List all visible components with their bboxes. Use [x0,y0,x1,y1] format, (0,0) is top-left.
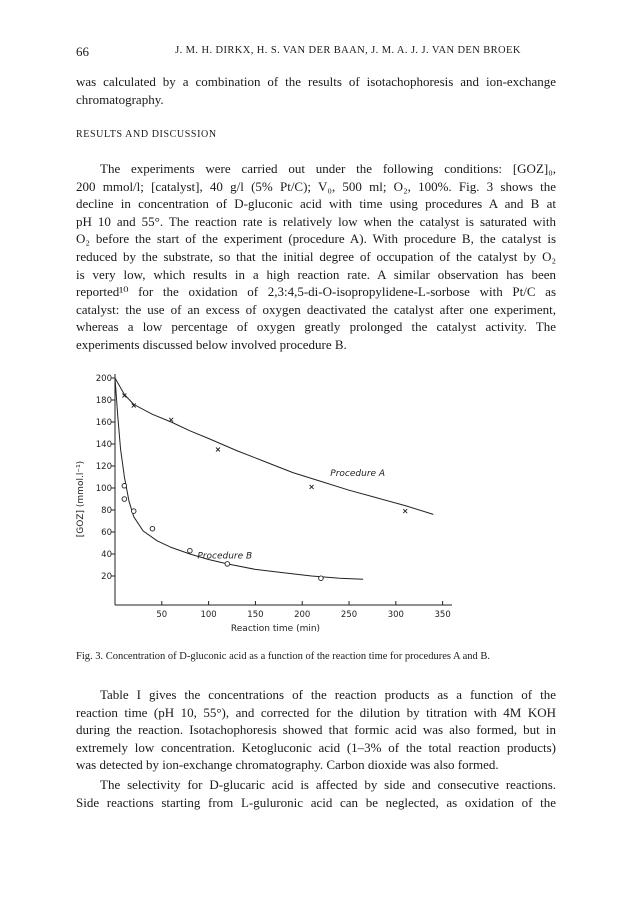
y-tick-label: 160 [95,418,112,428]
text-line: during the reaction. Isotachophoresis showed that formic acid was also formed, but in [76,722,556,738]
series-label-procedure-a: Procedure A [330,468,386,479]
y-tick-label: 120 [95,462,112,472]
data-point-procedure-a [310,485,314,489]
y-tick-label: 100 [95,484,112,494]
text-line: The selectivity for D-glucaric acid is affected by side and consecutive reactions. [100,777,556,792]
y-tick-label: 140 [95,440,112,450]
text-line: chromatography. [76,91,164,107]
x-tick-label: 250 [340,610,358,620]
text-line: decline in concentration of D-gluconic acid with time using procedures A and B at [76,196,556,212]
chart-curves [115,378,433,579]
text-line: reduced by the substrate, so that the initial degree of occupation of the catalyst by O₂ [76,248,556,264]
data-point-procedure-a [403,509,407,513]
text-line: The experiments were carried out under the following conditions: [GOZ]₀, [100,161,556,176]
data-point-procedure-b [225,562,230,567]
data-point-procedure-b [188,548,193,553]
text-line: experiments discussed below involved procedure B. [76,336,347,352]
x-axis-label: Reaction time (min) [230,624,321,634]
figure-caption: Fig. 3. Concentration of D-gluconic acid as a function of the reaction time for procedures A and B. [76,651,491,662]
text-line: is very low, which results in a high reaction rate. A similar observation has been [76,266,556,282]
x-tick-label: 300 [387,610,404,620]
paragraph-table-products [76,686,556,774]
data-point-procedure-b [122,484,127,489]
page-number: 66 [76,44,89,59]
x-tick-label: 200 [294,610,311,620]
data-point-procedure-a [216,448,220,452]
data-point-procedure-a [169,418,173,422]
y-tick-label: 40 [101,550,112,560]
text-line: reaction time (pH 10, 55°), and corrected for the dilution by titration with 4M KOH [76,704,556,720]
y-tick-label: 60 [101,528,112,538]
x-tick-label: 100 [200,610,217,620]
text-line: was detected by ion-exchange chromatography. Carbon dioxide was also formed. [76,757,499,773]
text-line: Table I gives the concentrations of the reaction products as a function of the [100,687,556,702]
y-tick-label: 20 [101,572,112,582]
series-line-procedure-b [115,378,363,579]
paragraph-selectivity [76,776,556,811]
data-point-procedure-b [122,497,127,502]
x-tick-label: 350 [434,610,451,620]
x-tick-label: 50 [156,610,168,620]
text-line: Side reactions starting from L-guluronic acid can be neglected, as oxidation of the [76,794,556,810]
text-line: 200 mmol/l; [catalyst], 40 g/l (5% Pt/C); V₀, 500 ml; O₂, 100%. Fig. 3 shows the [76,178,556,194]
running-header-authors: J. M. H. DIRKX, H. S. VAN DER BAAN, J. M. A. J. J. VAN DEN BROEK [175,45,521,56]
text-line: reported¹⁰ for the oxidation of 2,3:4,5-di-O-isopropylidene-L-sorbose with Pt/C as [76,284,556,300]
y-tick-label: 200 [95,374,112,384]
y-tick-label: 80 [101,506,112,516]
series-line-procedure-a [115,378,433,514]
data-point-procedure-b [319,576,324,581]
text-line: pH 10 and 55°. The reaction rate is relatively low when the catalyst is saturated with [76,213,556,229]
text-line: O₂ before the start of the experiment (procedure A). With procedure B, the catalyst is [76,231,556,247]
text-line: catalyst: the use of an excess of oxygen deactivated the catalyst after one experiment, [76,301,556,317]
text-line: extremely low concentration. Ketogluconic acid (1–3% of the total reaction products) [76,739,556,755]
chart-axes [115,374,452,605]
data-point-procedure-b [150,526,155,531]
data-point-procedure-b [131,509,136,514]
series-label-procedure-b: Procedure B [197,551,253,562]
y-tick-label: 180 [95,396,112,406]
text-line: whereas a low percentage of oxygen greatly prolonged the catalyst activity. The [76,319,556,335]
chart-ticks [96,374,451,620]
section-heading: RESULTS AND DISCUSSION [76,129,217,140]
text-line: was calculated by a combination of the results of isotachophoresis and ion-exchange [76,74,556,89]
y-axis-label: [GOZ] (mmol.l⁻¹) [76,460,86,538]
x-tick-label: 150 [247,610,264,620]
chart-markers [122,394,407,581]
